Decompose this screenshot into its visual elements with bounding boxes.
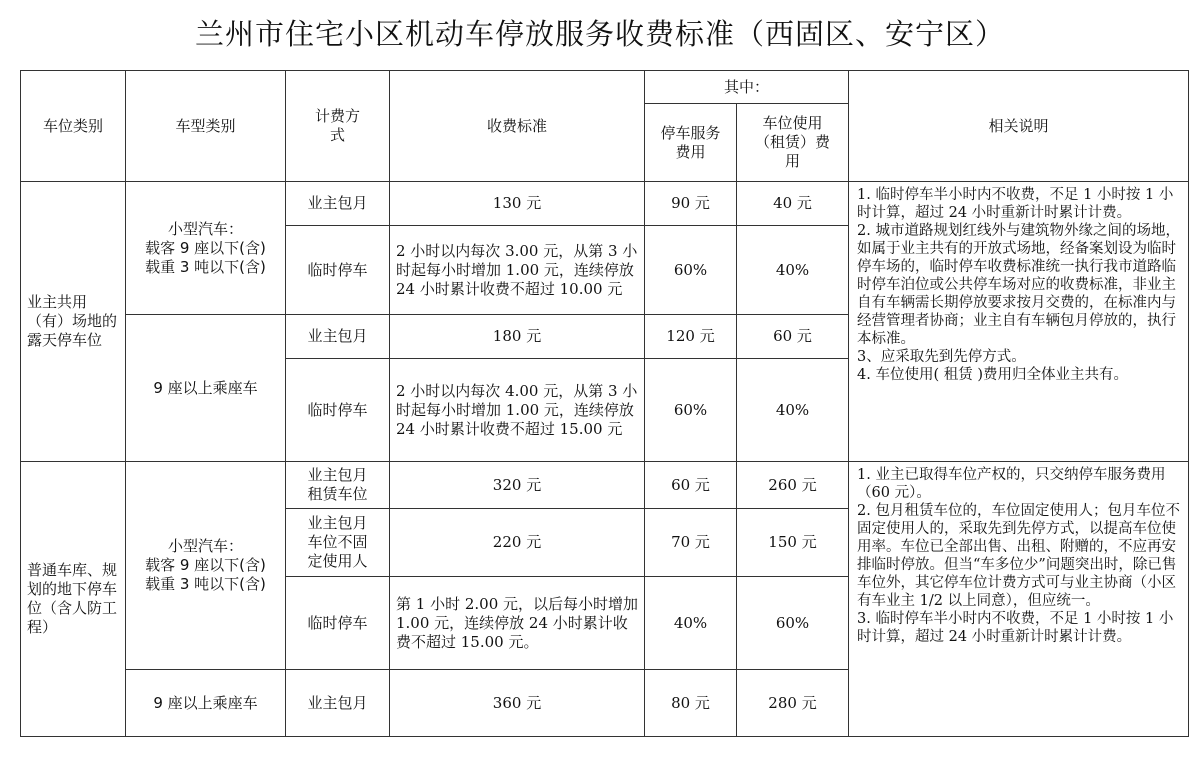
fee-standard: 2 小时以内每次 3.00 元，从第 3 小时起每小时增加 1.00 元，连续停放 24 小时累计收费不超过 10.00 元 (390, 226, 645, 315)
parking-service-fee: 60 元 (645, 462, 737, 509)
billing-method: 业主包月 (286, 670, 390, 737)
fee-standard: 220 元 (390, 509, 645, 577)
space-use-fee: 260 元 (737, 462, 849, 509)
header-space-type: 车位类别 (21, 71, 126, 182)
billing-method: 业主包月车位不固定使用人 (286, 509, 390, 577)
header-of-which: 其中： (645, 71, 849, 104)
space-use-fee: 60% (737, 577, 849, 670)
page-title: 兰州市住宅小区机动车停放服务收费标准（西固区、安宁区） (194, 17, 1005, 51)
parking-service-fee: 80 元 (645, 670, 737, 737)
space-use-fee: 40% (737, 359, 849, 462)
billing-method: 业主包月租赁车位 (286, 462, 390, 509)
header-space-use-fee: 车位使用（租赁）费用 (737, 104, 849, 182)
billing-method: 临时停车 (286, 577, 390, 670)
fee-table (20, 70, 1189, 737)
vehicle-type-bus: 9 座以上乘座车 (126, 315, 286, 462)
fee-standard: 2 小时以内每次 4.00 元，从第 3 小时起每小时增加 1.00 元，连续停放 24 小时累计收费不超过 15.00 元 (390, 359, 645, 462)
billing-method: 业主包月 (286, 182, 390, 226)
table-row (21, 462, 1189, 509)
space-use-fee: 60 元 (737, 315, 849, 359)
fee-standard: 第 1 小时 2.00 元，以后每小时增加 1.00 元，连续停放 24 小时累计收费不超过 15.00 元。 (390, 577, 645, 670)
parking-service-fee: 90 元 (645, 182, 737, 226)
header-notes: 相关说明 (849, 71, 1189, 182)
notes-section-1: 1. 临时停车半小时内不收费，不足 1 小时按 1 小时计算，超过 24 小时重新计时累计计费。 2. 城市道路规划红线外与建筑物外缘之间的场地，如属于业主共有的开放式场地，经备案划设为临时停车场的，临时停车收费标准统一执行我市道路临时停车泊位或公共停车场对应的收费标准，非业主自有车辆需长期停放要求按月交费的，在标准内与经营管理者协商；业主自有车辆包月停放的，执行本标准。 3、应采取先到先停方式。 4. 车位使用( 租赁 )费用归全体业主共有。 (849, 182, 1189, 462)
billing-method: 业主包月 (286, 315, 390, 359)
fee-standard: 320 元 (390, 462, 645, 509)
vehicle-type-small-car: 小型汽车： 载客 9 座以下(含) 载重 3 吨以下(含) (126, 462, 286, 670)
header-row-1 (21, 71, 1189, 104)
space-use-fee: 280 元 (737, 670, 849, 737)
header-billing-method: 计费方式 (286, 71, 390, 182)
billing-method: 临时停车 (286, 359, 390, 462)
parking-service-fee: 60% (645, 359, 737, 462)
space-use-fee: 40% (737, 226, 849, 315)
notes-section-2: 1. 业主已取得车位产权的，只交纳停车服务费用（60 元）。 2. 包月租赁车位的，车位固定使用人；包月车位不固定使用人的，采取先到先停方式，以提高车位使用率。车位已全部出售、出租、附赠的，不应再安排临时停放。但当“车多位少”问题突出时，除已售车位外，其它停车位计费方式可与业主协商（小区有车业主 1/2 以上同意），但应统一。 3. 临时停车半小时内不收费，不足 1 小时按 1 小时计算，超过 24 小时重新计时累计计费。 (849, 462, 1189, 737)
space-use-fee: 150 元 (737, 509, 849, 577)
space-type-garage: 普通车库、规划的地下停车位（含人防工程） (21, 462, 126, 737)
billing-method: 临时停车 (286, 226, 390, 315)
vehicle-type-bus: 9 座以上乘座车 (126, 670, 286, 737)
space-use-fee: 40 元 (737, 182, 849, 226)
parking-service-fee: 120 元 (645, 315, 737, 359)
fee-standard: 360 元 (390, 670, 645, 737)
vehicle-type-small-car: 小型汽车： 载客 9 座以下(含) 载重 3 吨以下(含) (126, 182, 286, 315)
header-parking-service-fee: 停车服务费用 (645, 104, 737, 182)
fee-standard: 130 元 (390, 182, 645, 226)
fee-standard: 180 元 (390, 315, 645, 359)
parking-service-fee: 70 元 (645, 509, 737, 577)
table-row (21, 182, 1189, 226)
parking-service-fee: 40% (645, 577, 737, 670)
header-vehicle-type: 车型类别 (126, 71, 286, 182)
parking-service-fee: 60% (645, 226, 737, 315)
space-type-outdoor: 业主共用（有）场地的露天停车位 (21, 182, 126, 462)
header-fee-standard: 收费标准 (390, 71, 645, 182)
